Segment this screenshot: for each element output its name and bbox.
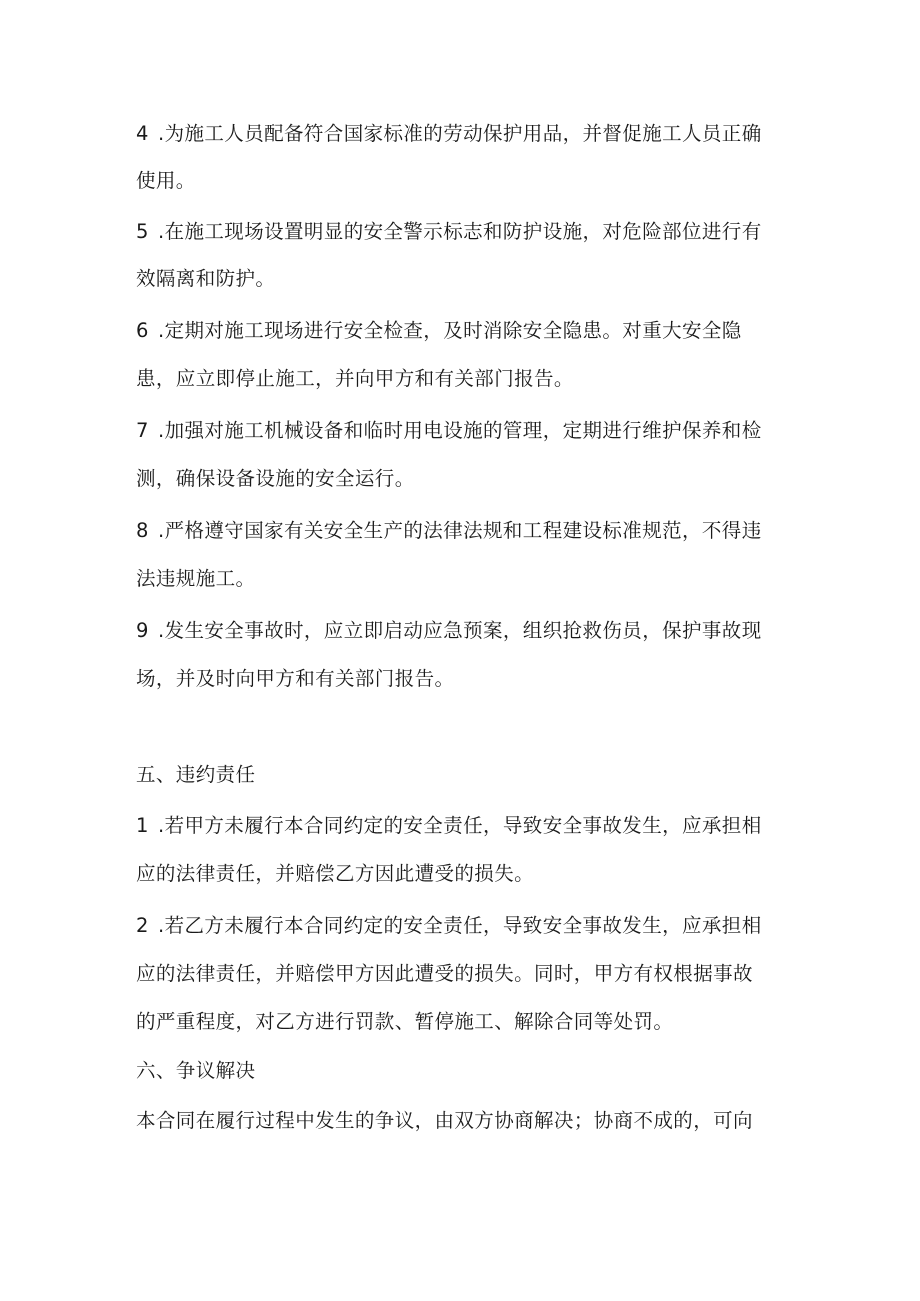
liability-item-1-line-1 [136,813,762,839]
item-number: 9 [136,619,149,642]
item-8-line-2: 法违规施工。 [136,567,256,590]
item-5-line-2: 效隔离和防护。 [136,267,276,290]
item-4-line-2: 使用。 [136,169,196,192]
item-9-line-1 [136,618,762,644]
item-number: 5 [136,220,149,243]
item-number: 7 [136,419,149,442]
section-6-heading: 六、争议解决 [136,1059,256,1082]
liability-item-1-line-2: 应的法律责任，并赔偿乙方因此遭受的损失。 [136,862,535,885]
item-text: .若甲方未履行本合同约定的安全责任，导致安全事故发生，应承担相 [158,814,762,837]
liability-item-2-line-3: 的严重程度，对乙方进行罚款、暂停施工、解除合同等处罚。 [136,1010,674,1033]
item-text: .加强对施工机械设备和临时用电设施的管理，定期进行维护保养和检 [158,419,762,442]
item-6-line-2: 患，应立即停止施工，并向甲方和有关部门报告。 [136,367,574,390]
item-number: 2 [136,914,149,937]
item-9-line-2: 场，并及时向甲方和有关部门报告。 [136,667,455,690]
item-number: 4 [136,122,149,145]
item-text: .严格遵守国家有关安全生产的法律法规和工程建设标准规范，不得违 [158,519,762,542]
item-number: 6 [136,319,149,342]
section-5-heading: 五、违约责任 [136,763,256,786]
item-7-line-2: 测，确保设备设施的安全运行。 [136,467,415,490]
item-8-line-1 [136,518,762,544]
item-4-line-1 [136,121,762,147]
item-text: .在施工现场设置明显的安全警示标志和防护设施，对危险部位进行有 [158,220,762,243]
item-number: 8 [136,519,149,542]
section-6-text: 本合同在履行过程中发生的争议，由双方协商解决；协商不成的，可向 [136,1109,753,1132]
item-text: .若乙方未履行本合同约定的安全责任，导致安全事故发生，应承担相 [158,914,762,937]
liability-item-2-line-1 [136,913,762,939]
item-text: .定期对施工现场进行安全检查，及时消除安全隐患。对重大安全隐 [158,319,742,342]
liability-item-2-line-2: 应的法律责任，并赔偿甲方因此遭受的损失。同时，甲方有权根据事故 [136,962,753,985]
item-7-line-1 [136,418,762,444]
item-5-line-1 [136,219,762,245]
item-text: .为施工人员配备符合国家标准的劳动保护用品，并督促施工人员正确 [158,122,762,145]
item-text: .发生安全事故时，应立即启动应急预案，组织抢救伤员，保护事故现 [158,619,762,642]
item-6-line-1 [136,318,742,344]
item-number: 1 [136,814,149,837]
